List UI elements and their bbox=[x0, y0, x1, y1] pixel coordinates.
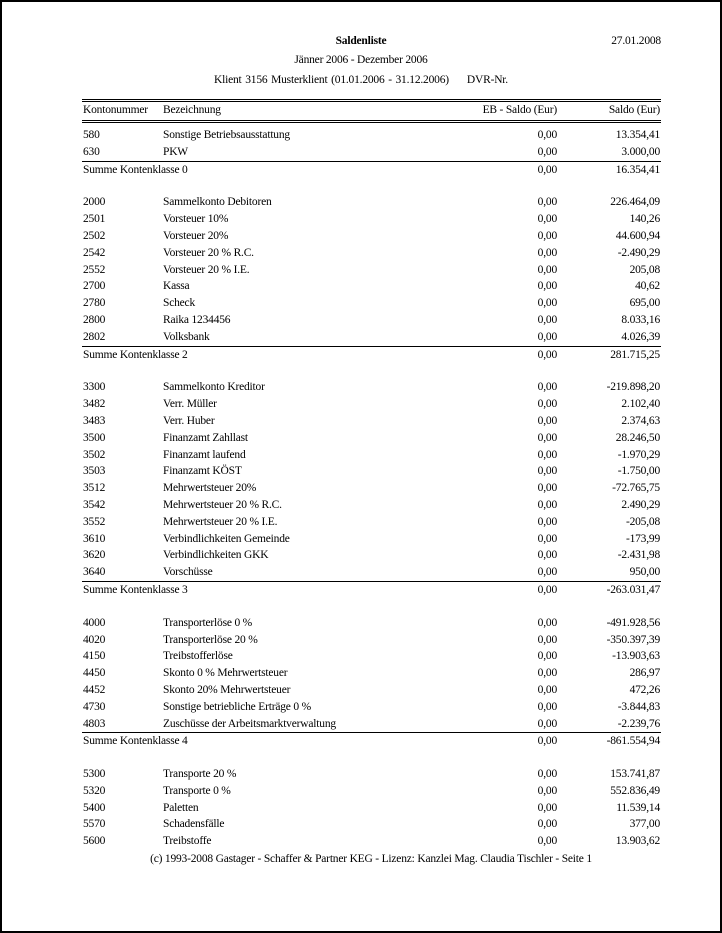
saldo-value: 11.539,14 bbox=[616, 801, 660, 814]
table-row bbox=[82, 615, 661, 632]
account-description: Vorsteuer 20% bbox=[163, 229, 229, 242]
table-row bbox=[82, 682, 661, 699]
account-description: Mehrwertsteuer 20% bbox=[163, 482, 257, 495]
table-row bbox=[82, 833, 661, 850]
saldo-value: -2.239,76 bbox=[617, 717, 660, 730]
saldo-value: 153.741,87 bbox=[610, 768, 660, 781]
saldo-value: 2.374,63 bbox=[621, 414, 660, 427]
eb-saldo-value: 0,00 bbox=[537, 263, 557, 276]
account-number: 3502 bbox=[83, 448, 106, 461]
table-row bbox=[82, 329, 661, 346]
account-description: Verr. Müller bbox=[163, 398, 217, 411]
account-number: 3542 bbox=[83, 498, 106, 511]
eb-saldo-value: 0,00 bbox=[537, 566, 557, 579]
account-description: Vorsteuer 20 % R.C. bbox=[163, 246, 254, 259]
table-row bbox=[82, 228, 661, 245]
saldo-value: 552.836,49 bbox=[610, 784, 660, 797]
saldo-value: -173,99 bbox=[625, 532, 660, 545]
account-number: 3300 bbox=[83, 381, 106, 394]
eb-saldo-value: 0,00 bbox=[537, 482, 557, 495]
table-row bbox=[82, 430, 661, 447]
table-row bbox=[82, 194, 661, 211]
table-row bbox=[82, 547, 661, 564]
saldo-value: 377,00 bbox=[629, 818, 660, 831]
table-row bbox=[82, 531, 661, 548]
eb-saldo-value: 0,00 bbox=[537, 465, 557, 478]
sum-label: Summe Kontenklasse 2 bbox=[83, 348, 188, 361]
account-description: Raika 1234456 bbox=[163, 313, 231, 326]
saldo-value: -2.490,29 bbox=[617, 246, 660, 259]
table-row bbox=[82, 211, 661, 228]
sum-eb-saldo: 0,00 bbox=[537, 348, 557, 361]
account-description: Skonto 0 % Mehrwertsteuer bbox=[163, 667, 288, 680]
dvr-label: DVR-Nr. bbox=[466, 74, 508, 86]
account-number: 2502 bbox=[83, 229, 106, 242]
saldo-value: 205,08 bbox=[629, 263, 660, 276]
account-description: Vorschüsse bbox=[163, 566, 213, 579]
saldo-value: 40,62 bbox=[635, 280, 660, 293]
saldo-value: 2.490,29 bbox=[621, 498, 660, 511]
account-number: 4730 bbox=[83, 700, 106, 713]
account-description: Mehrwertsteuer 20 % I.E. bbox=[163, 515, 278, 528]
saldo-value: -2.431,98 bbox=[617, 549, 660, 562]
table-row bbox=[82, 699, 661, 716]
account-number: 4020 bbox=[83, 633, 106, 646]
saldo-value: 140,26 bbox=[629, 213, 660, 226]
account-description: Sonstige betriebliche Erträge 0 % bbox=[163, 700, 311, 713]
eb-saldo-value: 0,00 bbox=[537, 532, 557, 545]
eb-saldo-value: 0,00 bbox=[537, 414, 557, 427]
account-number: 2700 bbox=[83, 280, 106, 293]
sum-saldo: 281.715,25 bbox=[610, 348, 660, 361]
table-row bbox=[82, 413, 661, 430]
account-number: 2542 bbox=[83, 246, 106, 259]
table-row bbox=[82, 245, 661, 262]
saldo-value: -3.844,83 bbox=[617, 700, 660, 713]
eb-saldo-value: 0,00 bbox=[537, 145, 557, 158]
eb-saldo-value: 0,00 bbox=[537, 700, 557, 713]
saldo-value: 472,26 bbox=[629, 683, 660, 696]
eb-saldo-value: 0,00 bbox=[537, 129, 557, 141]
table-row bbox=[82, 463, 661, 480]
table-row bbox=[82, 800, 661, 817]
account-number: 5570 bbox=[83, 818, 106, 831]
account-description: Zuschüsse der Arbeitsmarktverwaltung bbox=[163, 717, 336, 730]
group-spacer bbox=[82, 363, 661, 380]
table-row bbox=[82, 632, 661, 649]
account-number: 3512 bbox=[83, 482, 106, 495]
account-number: 5300 bbox=[83, 768, 106, 781]
table-row bbox=[82, 295, 661, 312]
table-header bbox=[82, 99, 661, 123]
account-number: 2780 bbox=[83, 297, 106, 310]
eb-saldo-value: 0,00 bbox=[537, 768, 557, 781]
eb-saldo-value: 0,00 bbox=[537, 330, 557, 343]
account-description: Transporte 0 % bbox=[163, 784, 231, 797]
report-date: 27.01.2008 bbox=[611, 35, 661, 47]
account-number: 3500 bbox=[83, 431, 106, 444]
account-description: Kassa bbox=[163, 280, 190, 293]
table-row bbox=[82, 816, 661, 833]
account-number: 2802 bbox=[83, 330, 106, 343]
account-description: Vorsteuer 10% bbox=[163, 213, 229, 226]
account-description: Paletten bbox=[163, 801, 199, 814]
account-number: 580 bbox=[83, 129, 100, 141]
account-description: Sonstige Betriebsausstattung bbox=[163, 129, 290, 141]
eb-saldo-value: 0,00 bbox=[537, 835, 557, 848]
client-line bbox=[0, 74, 722, 86]
account-description: Finanzamt Zahllast bbox=[163, 431, 248, 444]
group-spacer bbox=[82, 749, 661, 766]
saldo-value: -1.970,29 bbox=[617, 448, 660, 461]
account-description: Sammelkonto Kreditor bbox=[163, 381, 265, 394]
account-description: Volksbank bbox=[163, 330, 210, 343]
sum-row bbox=[82, 732, 661, 749]
eb-saldo-value: 0,00 bbox=[537, 515, 557, 528]
account-number: 5320 bbox=[83, 784, 106, 797]
page-footer: (c) 1993-2008 Gastager - Schaffer & Partner KEG - Lizenz: Kanzlei Mag. Claudia Tischler - Seite 1 bbox=[150, 853, 592, 865]
table-row bbox=[82, 312, 661, 329]
eb-saldo-value: 0,00 bbox=[537, 784, 557, 797]
account-number: 3620 bbox=[83, 549, 106, 562]
sum-eb-saldo: 0,00 bbox=[537, 163, 557, 176]
table-row bbox=[82, 514, 661, 531]
sum-label: Summe Kontenklasse 0 bbox=[83, 163, 188, 176]
saldo-value: -205,08 bbox=[625, 515, 660, 528]
eb-saldo-value: 0,00 bbox=[537, 549, 557, 562]
sum-label: Summe Kontenklasse 4 bbox=[83, 735, 188, 748]
account-description: Sammelkonto Debitoren bbox=[163, 196, 272, 209]
account-description: Transporterlöse 20 % bbox=[163, 633, 258, 646]
account-number: 3610 bbox=[83, 532, 106, 545]
account-number: 2800 bbox=[83, 313, 106, 326]
account-description: Treibstoffe bbox=[163, 835, 212, 848]
table-row bbox=[82, 766, 661, 783]
account-description: Finanzamt KÖST bbox=[163, 465, 242, 478]
saldo-value: 3.000,00 bbox=[621, 145, 660, 158]
eb-saldo-value: 0,00 bbox=[537, 448, 557, 461]
report-period: Jänner 2006 - Dezember 2006 bbox=[294, 54, 428, 66]
saldo-value: -1.750,00 bbox=[617, 465, 660, 478]
table-row bbox=[82, 648, 661, 665]
account-number: 4452 bbox=[83, 683, 106, 696]
account-description: Transporterlöse 0 % bbox=[163, 616, 253, 629]
account-description: Transporte 20 % bbox=[163, 768, 237, 781]
eb-saldo-value: 0,00 bbox=[537, 717, 557, 730]
saldo-value: 950,00 bbox=[629, 566, 660, 579]
header-kontonummer: Kontonummer bbox=[83, 104, 148, 116]
account-description: Vorsteuer 20 % I.E. bbox=[163, 263, 250, 276]
account-description: Mehrwertsteuer 20 % R.C. bbox=[163, 498, 282, 511]
eb-saldo-value: 0,00 bbox=[537, 667, 557, 680]
saldo-value: 8.033,16 bbox=[621, 313, 660, 326]
account-number: 4000 bbox=[83, 616, 106, 629]
table-row bbox=[82, 783, 661, 800]
eb-saldo-value: 0,00 bbox=[537, 381, 557, 394]
table-row bbox=[82, 144, 661, 161]
eb-saldo-value: 0,00 bbox=[537, 280, 557, 293]
saldo-value: 28.246,50 bbox=[615, 431, 660, 444]
table-row bbox=[82, 716, 661, 733]
sum-row bbox=[82, 346, 661, 363]
table-row bbox=[82, 564, 661, 581]
saldo-value: 44.600,94 bbox=[615, 229, 660, 242]
group-spacer bbox=[82, 178, 661, 195]
account-number: 5400 bbox=[83, 801, 106, 814]
eb-saldo-value: 0,00 bbox=[537, 818, 557, 831]
account-number: 4150 bbox=[83, 650, 106, 663]
eb-saldo-value: 0,00 bbox=[537, 431, 557, 444]
saldo-value: 2.102,40 bbox=[621, 398, 660, 411]
account-description: Scheck bbox=[163, 297, 196, 310]
table-row bbox=[82, 497, 661, 514]
eb-saldo-value: 0,00 bbox=[537, 297, 557, 310]
table-body bbox=[82, 127, 661, 850]
saldo-value: 4.026,39 bbox=[621, 330, 660, 343]
eb-saldo-value: 0,00 bbox=[537, 633, 557, 646]
sum-saldo: 16.354,41 bbox=[615, 163, 660, 176]
sum-row bbox=[82, 581, 661, 598]
header-saldo: Saldo (Eur) bbox=[608, 104, 660, 116]
account-number: 4450 bbox=[83, 667, 106, 680]
sum-eb-saldo: 0,00 bbox=[537, 583, 557, 596]
sum-saldo: -263.031,47 bbox=[606, 583, 660, 596]
eb-saldo-value: 0,00 bbox=[537, 213, 557, 226]
account-number: 630 bbox=[83, 145, 100, 158]
table-row bbox=[82, 665, 661, 682]
account-number: 5600 bbox=[83, 835, 106, 848]
account-number: 2000 bbox=[83, 196, 106, 209]
account-description: Verbindlichkeiten GKK bbox=[163, 549, 269, 562]
group-spacer bbox=[82, 598, 661, 615]
sum-saldo: -861.554,94 bbox=[606, 735, 660, 748]
account-description: Finanzamt laufend bbox=[163, 448, 246, 461]
sum-eb-saldo: 0,00 bbox=[537, 735, 557, 748]
account-number: 3552 bbox=[83, 515, 106, 528]
table-row bbox=[82, 396, 661, 413]
account-description: PKW bbox=[163, 145, 188, 158]
saldo-value: 695,00 bbox=[629, 297, 660, 310]
saldo-value: 13.903,62 bbox=[615, 835, 660, 848]
sum-label: Summe Kontenklasse 3 bbox=[83, 583, 188, 596]
table-row bbox=[82, 127, 661, 144]
saldo-value: 13.354,41 bbox=[615, 129, 660, 141]
account-description: Treibstofferlöse bbox=[163, 650, 233, 663]
saldo-value: -13.903,63 bbox=[612, 650, 660, 663]
eb-saldo-value: 0,00 bbox=[537, 616, 557, 629]
saldo-value: -72.765,75 bbox=[612, 482, 660, 495]
saldo-value: -491.928,56 bbox=[606, 616, 660, 629]
client-info: Klient 3156 Musterklient (01.01.2006 - 31.12.2006) bbox=[214, 74, 449, 86]
saldo-value: -219.898,20 bbox=[606, 381, 660, 394]
account-number: 3483 bbox=[83, 414, 106, 427]
table-row bbox=[82, 262, 661, 279]
account-description: Schadensfälle bbox=[163, 818, 225, 831]
eb-saldo-value: 0,00 bbox=[537, 801, 557, 814]
report-title: Saldenliste bbox=[335, 35, 387, 47]
account-number: 3482 bbox=[83, 398, 106, 411]
table-row bbox=[82, 447, 661, 464]
eb-saldo-value: 0,00 bbox=[537, 196, 557, 209]
account-description: Skonto 20% Mehrwertsteuer bbox=[163, 683, 291, 696]
balance-table bbox=[82, 99, 661, 850]
header-eb-saldo: EB - Saldo (Eur) bbox=[482, 104, 557, 116]
account-description: Verr. Huber bbox=[163, 414, 215, 427]
table-row bbox=[82, 480, 661, 497]
eb-saldo-value: 0,00 bbox=[537, 650, 557, 663]
sum-row bbox=[82, 161, 661, 178]
eb-saldo-value: 0,00 bbox=[537, 498, 557, 511]
eb-saldo-value: 0,00 bbox=[537, 398, 557, 411]
table-row bbox=[82, 379, 661, 396]
account-number: 3503 bbox=[83, 465, 106, 478]
account-description: Verbindlichkeiten Gemeinde bbox=[163, 532, 290, 545]
eb-saldo-value: 0,00 bbox=[537, 246, 557, 259]
account-number: 4803 bbox=[83, 717, 106, 730]
eb-saldo-value: 0,00 bbox=[537, 229, 557, 242]
account-number: 2552 bbox=[83, 263, 106, 276]
eb-saldo-value: 0,00 bbox=[537, 683, 557, 696]
header-bezeichnung: Bezeichnung bbox=[163, 104, 221, 116]
saldo-value: -350.397,39 bbox=[606, 633, 660, 646]
saldo-value: 286,97 bbox=[629, 667, 660, 680]
account-number: 2501 bbox=[83, 213, 106, 226]
saldo-value: 226.464,09 bbox=[610, 196, 660, 209]
table-row bbox=[82, 278, 661, 295]
eb-saldo-value: 0,00 bbox=[537, 313, 557, 326]
account-number: 3640 bbox=[83, 566, 106, 579]
